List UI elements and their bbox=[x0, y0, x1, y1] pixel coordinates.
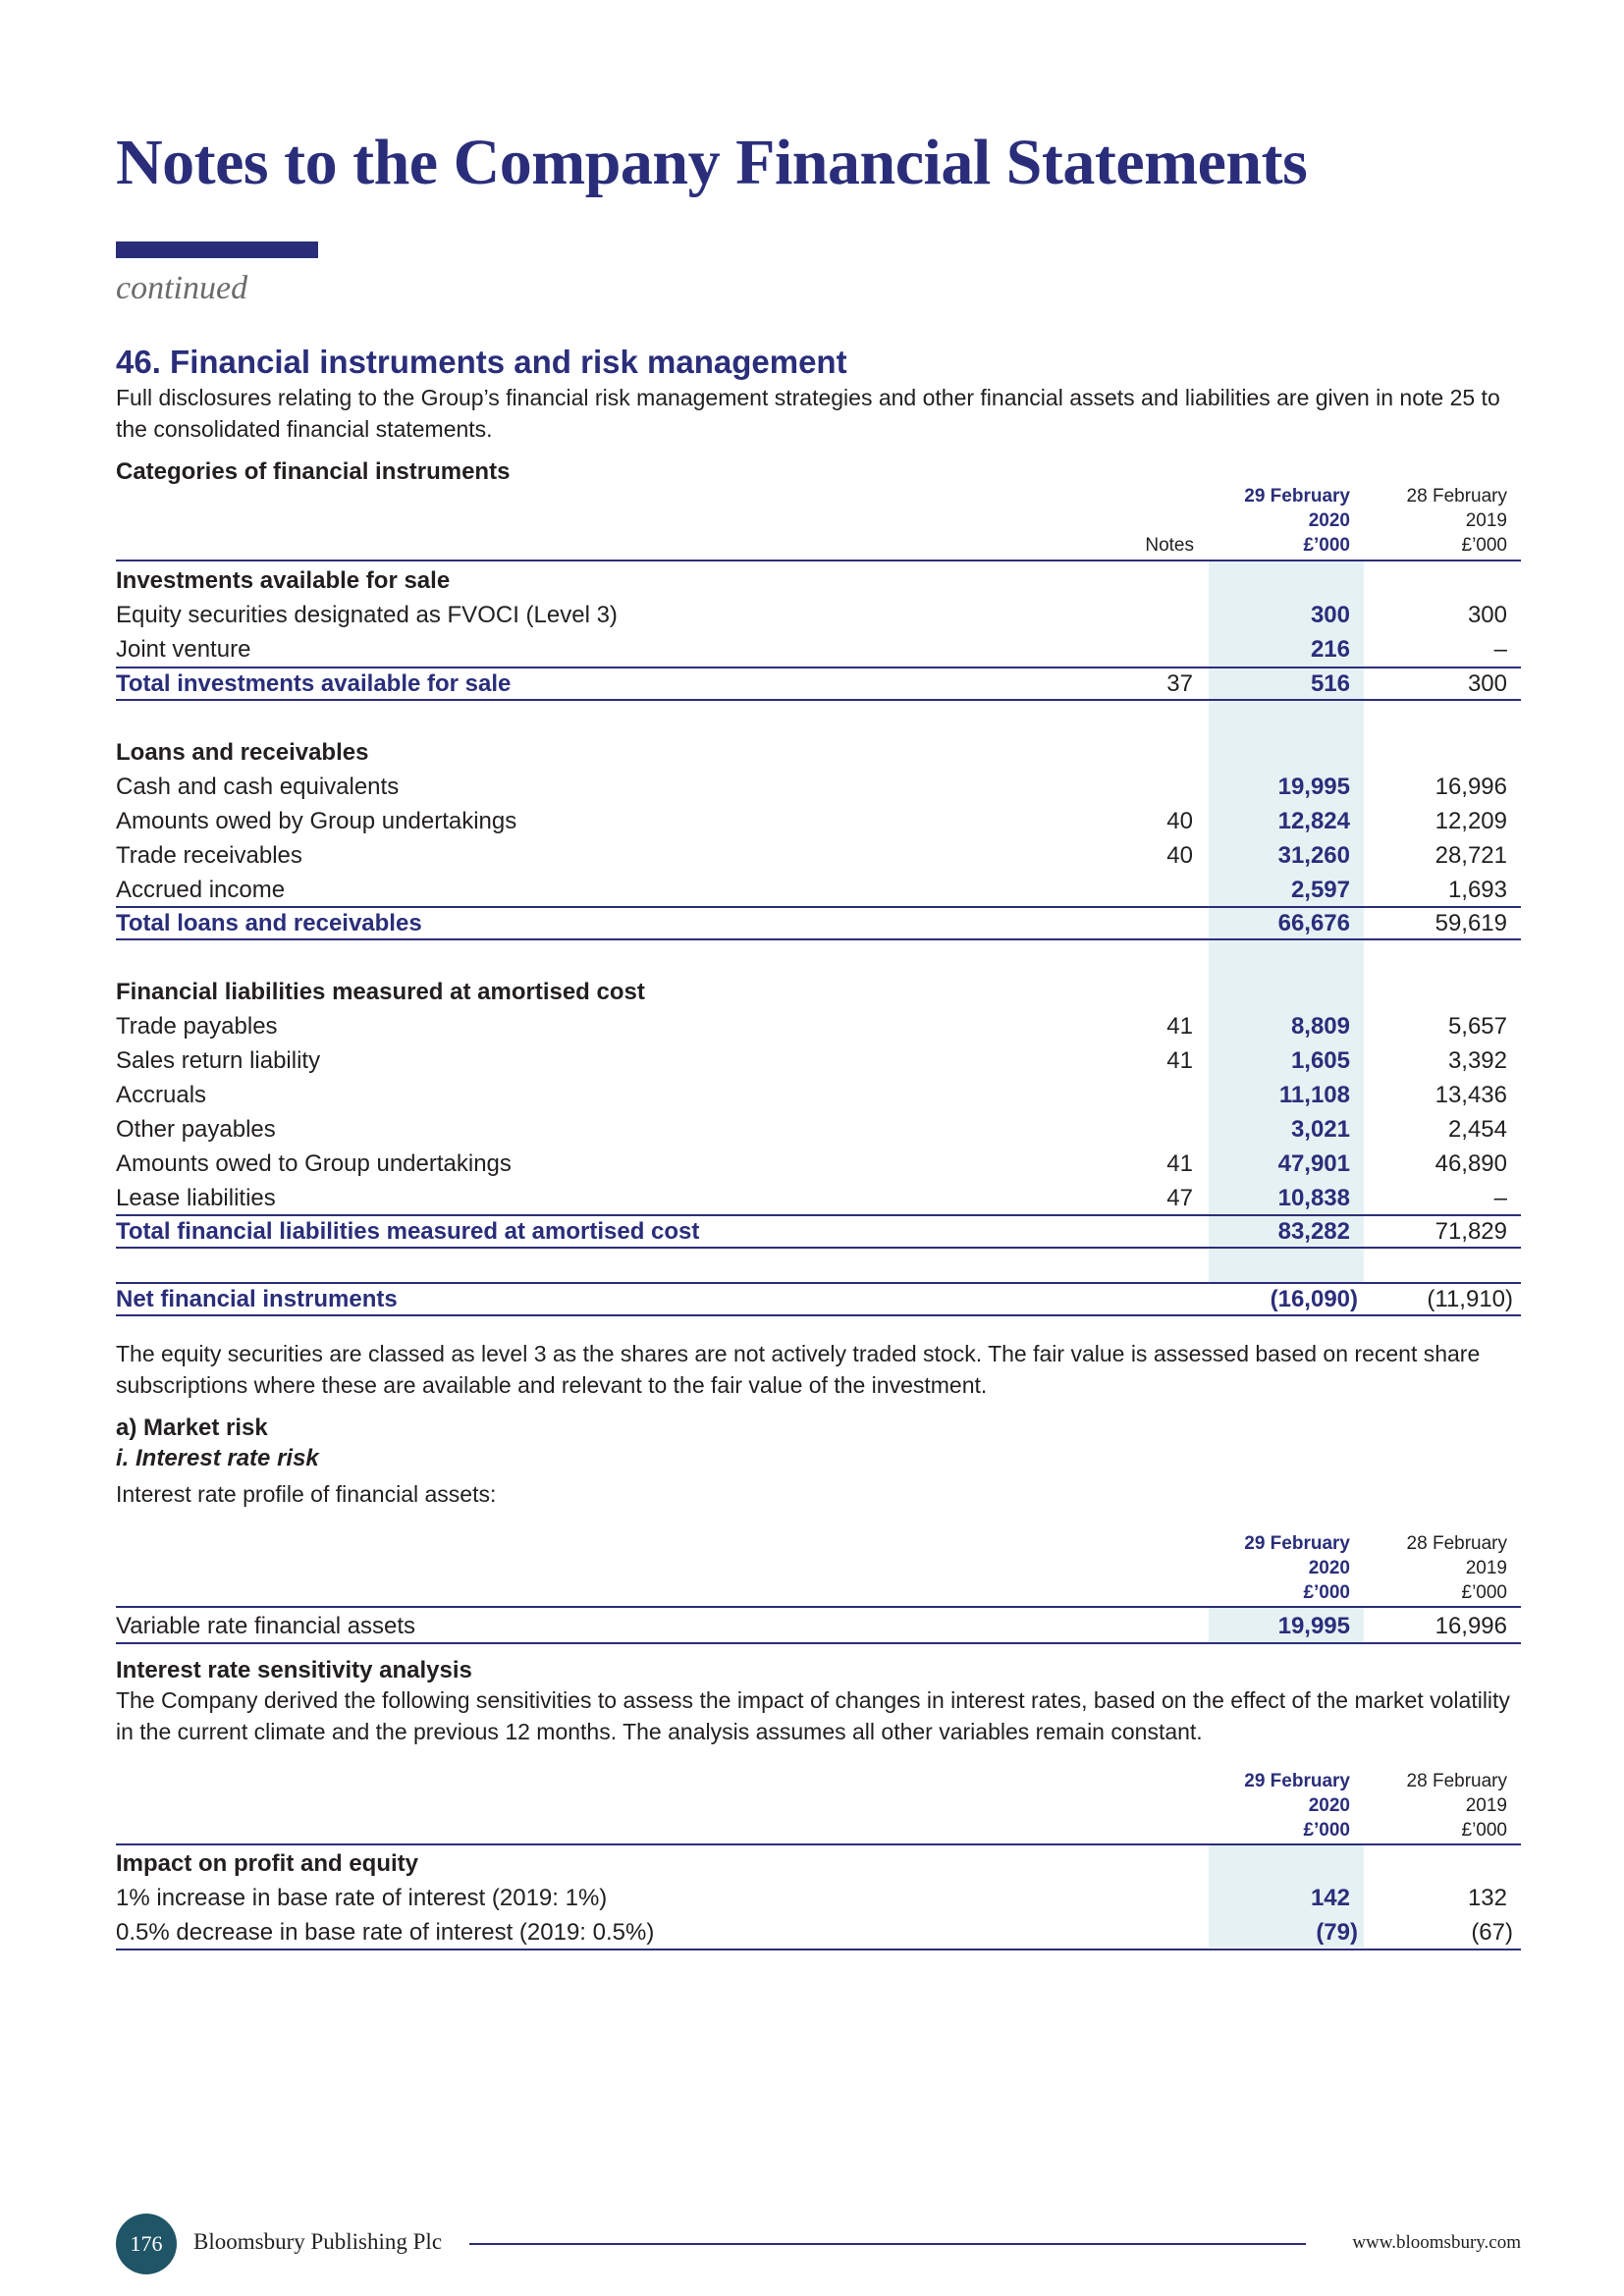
table-row: Lease liabilities 47 10,838 – bbox=[116, 1185, 1507, 1211]
table3-header-current: 29 February 2020 £’000 bbox=[1244, 1771, 1350, 1841]
table-row: Variable rate financial assets 19,995 16,996 bbox=[116, 1613, 1507, 1639]
table-row: Accrued income 2,597 1,693 bbox=[116, 877, 1507, 903]
continued-label: continued bbox=[116, 270, 248, 306]
footer-rule bbox=[469, 2243, 1306, 2245]
total-row: Total investments available for sale 37 516 300 bbox=[116, 670, 1507, 697]
table2-header-prior: 28 February 2019 £’000 bbox=[1406, 1533, 1507, 1603]
sensitivity-heading: Interest rate sensitivity analysis bbox=[116, 1657, 472, 1683]
table-row: Trade receivables 40 31,260 28,721 bbox=[116, 842, 1507, 869]
table1-header-rule bbox=[116, 560, 1521, 561]
table-row: Equity securities designated as FVOCI (Level 3) 300 300 bbox=[116, 602, 1507, 628]
table3-header-prior: 28 February 2019 £’000 bbox=[1406, 1771, 1507, 1841]
table-row: Other payables 3,021 2,454 bbox=[116, 1116, 1507, 1143]
table-row: 0.5% decrease in base rate of interest (2019: 0.5%) (79) (67) bbox=[116, 1919, 1513, 1946]
table1-header-notes: Notes bbox=[1145, 535, 1194, 556]
table-row: Sales return liability 41 1,605 3,392 bbox=[116, 1047, 1507, 1074]
table2-bottom-rule bbox=[116, 1642, 1521, 1644]
table-row: Cash and cash equivalents 19,995 16,996 bbox=[116, 774, 1507, 800]
page-title: Notes to the Company Financial Statements bbox=[116, 127, 1308, 198]
page-number-badge: 176 bbox=[116, 2214, 177, 2274]
total-row: Total financial liabilities measured at amortised cost 83,282 71,829 bbox=[116, 1218, 1507, 1245]
market-risk-heading: a) Market risk bbox=[116, 1415, 268, 1441]
profile-text: Interest rate profile of financial assets: bbox=[116, 1481, 497, 1507]
section-title: Impact on profit and equity bbox=[116, 1850, 419, 1877]
table1-header-current: 29 February 2020 £’000 bbox=[1244, 486, 1350, 556]
table-row: Joint venture 216 – bbox=[116, 636, 1507, 663]
sensitivity-text: The Company derived the following sensitivities to assess the impact of changes in interest rates, based on the effect of the market volatility in the current climate and the previous 12 months. The analysis assumes all other variables remain constant. bbox=[116, 1687, 1510, 1744]
interest-rate-risk-heading: i. Interest rate risk bbox=[116, 1445, 319, 1471]
table2-header-current: 29 February 2020 £’000 bbox=[1244, 1533, 1350, 1603]
footer-company: Bloomsbury Publishing Plc bbox=[193, 2229, 443, 2254]
total-rule bbox=[116, 1247, 1521, 1249]
note-heading: 46. Financial instruments and risk management bbox=[116, 344, 847, 380]
total-rule bbox=[116, 938, 1521, 940]
section-title: Loans and receivables bbox=[116, 739, 369, 766]
table-row: Amounts owed by Group undertakings 40 12,824 12,209 bbox=[116, 808, 1507, 834]
total-row: Total loans and receivables 66,676 59,619 bbox=[116, 910, 1507, 936]
note-intro: Full disclosures relating to the Group’s financial risk management strategies and other financial assets and liabilities are given in note 25 to the consolidated financial statements. bbox=[116, 385, 1500, 442]
section-title: Investments available for sale bbox=[116, 567, 451, 594]
net-rule bbox=[116, 1314, 1521, 1316]
table1-header-prior: 28 February 2019 £’000 bbox=[1406, 486, 1507, 556]
total-rule bbox=[116, 699, 1521, 701]
section-title: Financial liabilities measured at amortised cost bbox=[116, 979, 645, 1005]
equity-note: The equity securities are classed as level 3 as the shares are not actively traded stock. The fair value is assessed based on recent share subscriptions where these are available and relevant to the fair value of the investment. bbox=[116, 1341, 1481, 1398]
table-row: 1% increase in base rate of interest (2019: 1%) 142 132 bbox=[116, 1885, 1507, 1911]
table3-bottom-rule bbox=[116, 1949, 1521, 1950]
table-row: Accruals 11,108 13,436 bbox=[116, 1082, 1507, 1108]
net-row: Net financial instruments (16,090) (11,910) bbox=[116, 1286, 1513, 1312]
table-row: Trade payables 41 8,809 5,657 bbox=[116, 1013, 1507, 1040]
table3-header-rule bbox=[116, 1843, 1521, 1845]
footer-url[interactable]: www.bloomsbury.com bbox=[1352, 2232, 1521, 2253]
table2-header-rule bbox=[116, 1606, 1521, 1608]
title-accent-bar bbox=[116, 241, 318, 258]
table1-heading: Categories of financial instruments bbox=[116, 458, 511, 485]
table-row: Amounts owed to Group undertakings 41 47,901 46,890 bbox=[116, 1150, 1507, 1177]
